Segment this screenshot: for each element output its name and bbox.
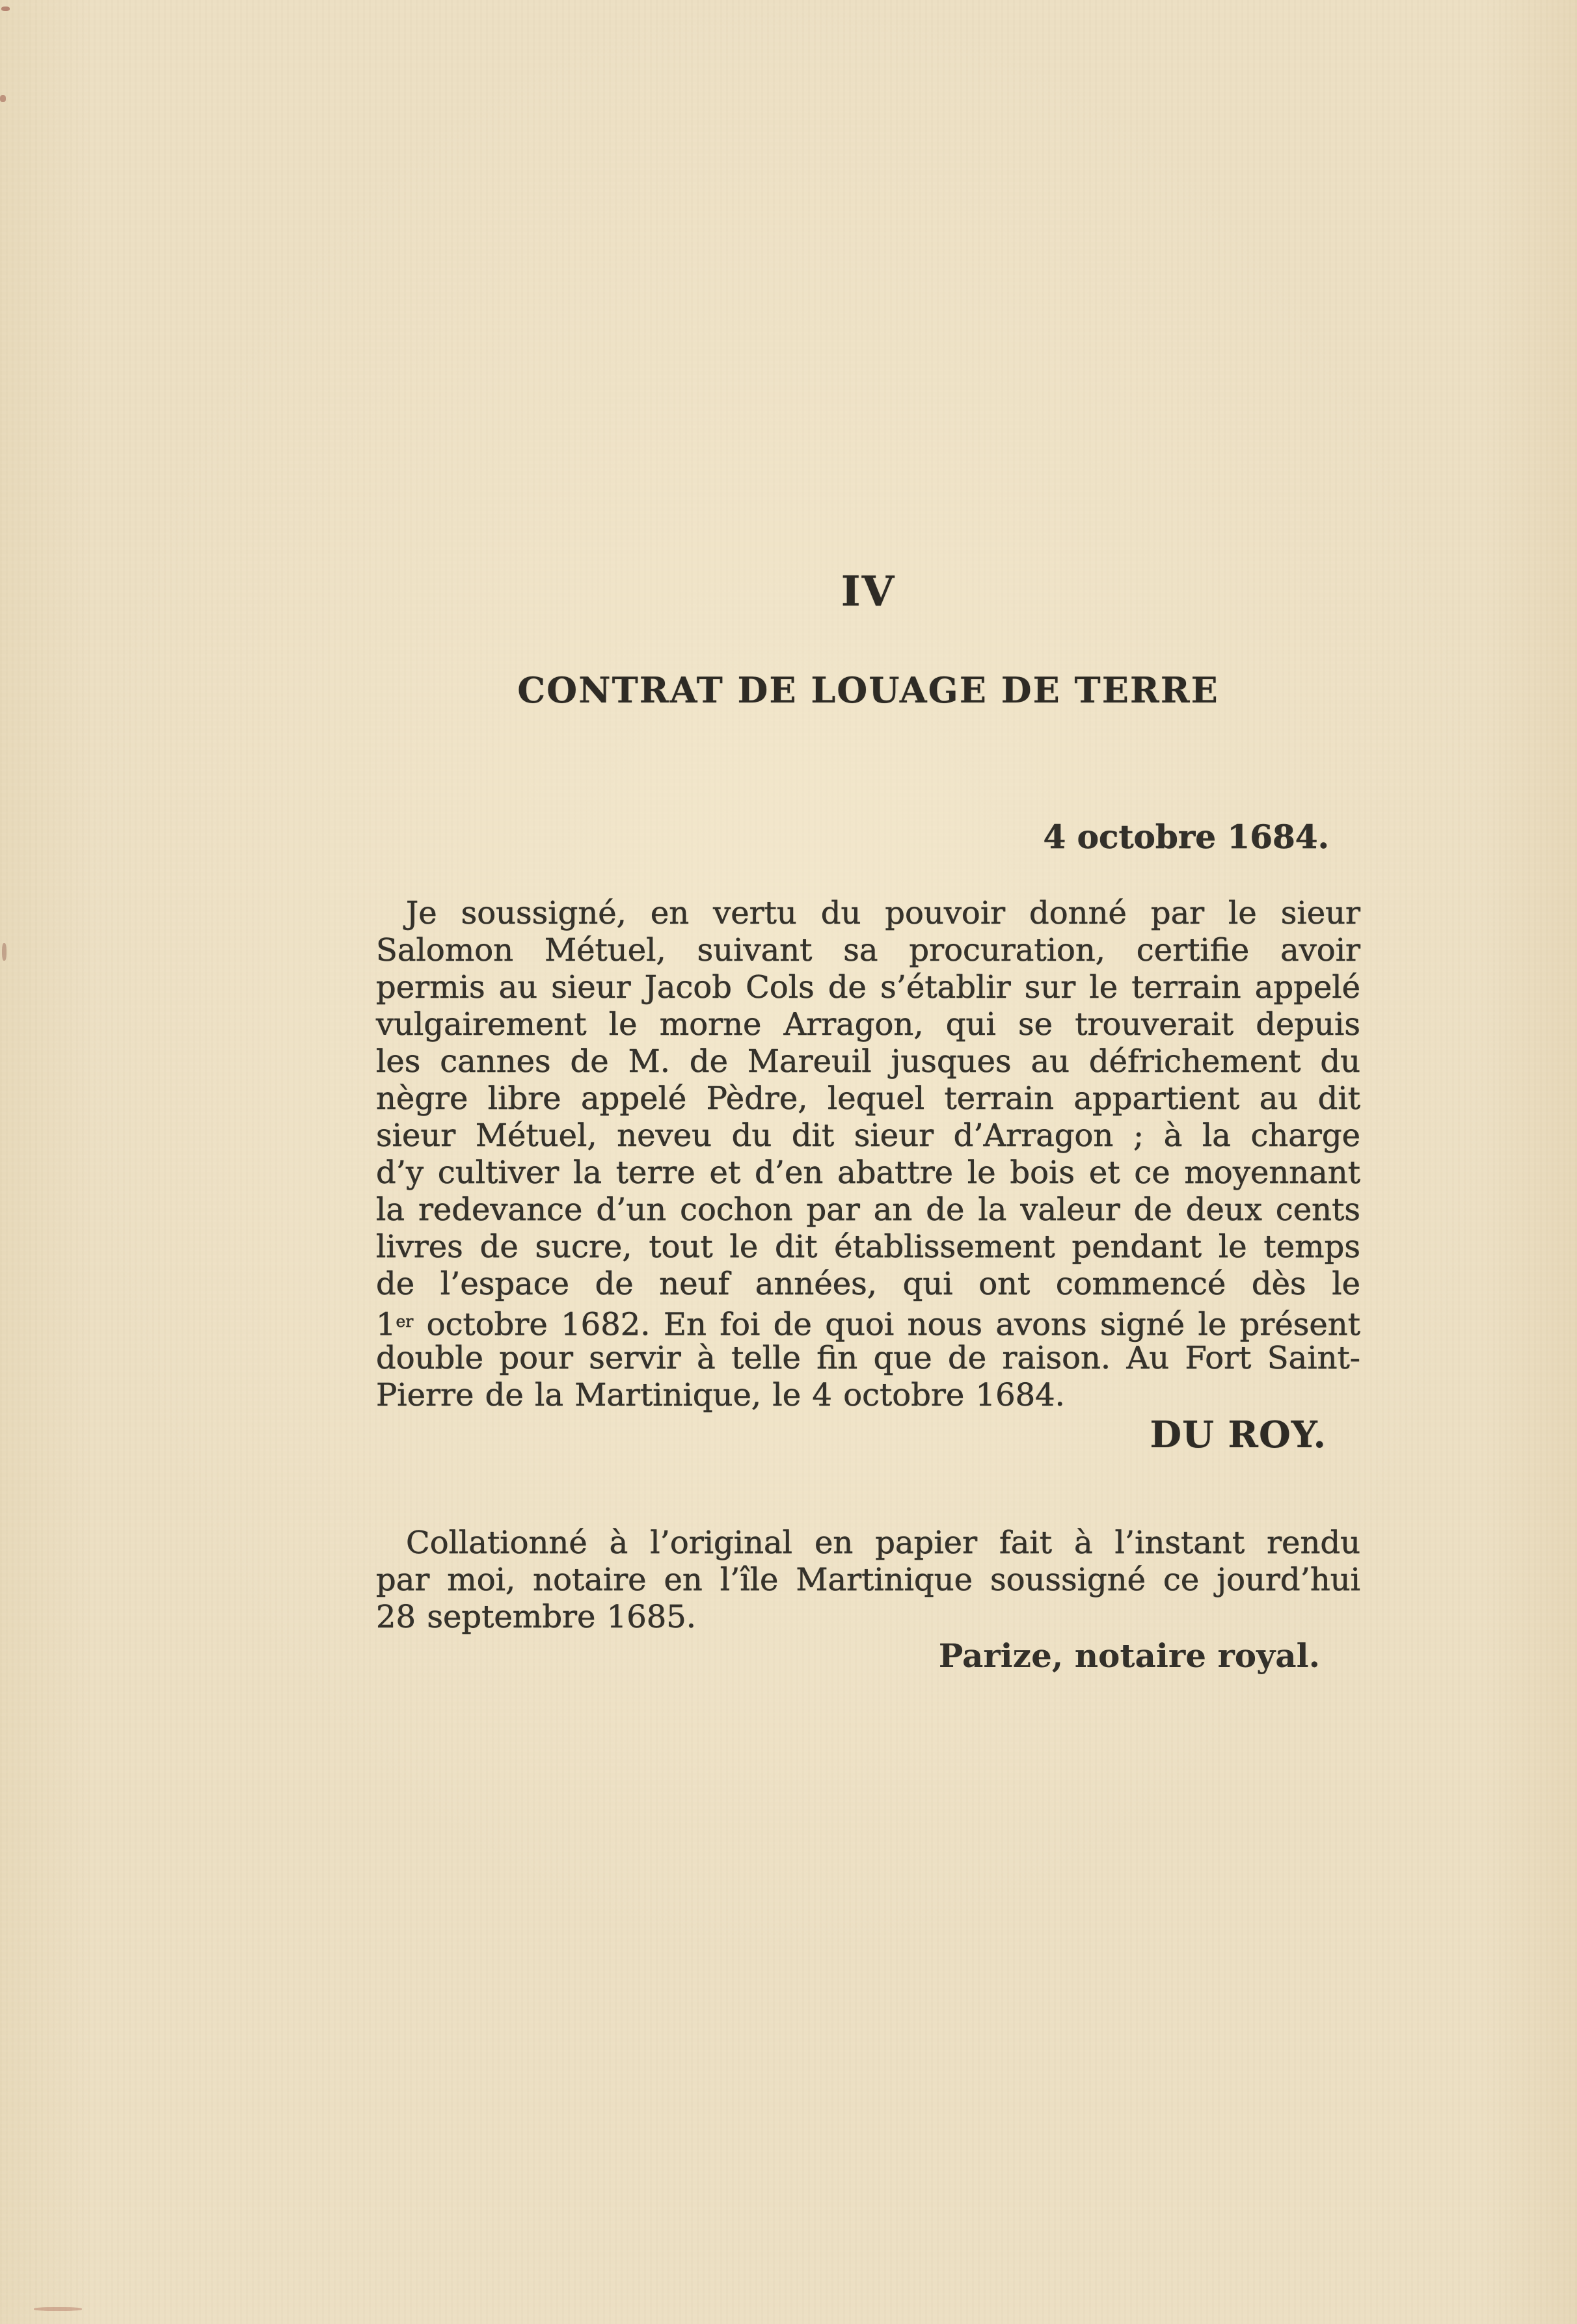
paragraph-line: livres de sucre, tout le dit établissement pendant le temps — [376, 1229, 1360, 1265]
paragraph-line: Pierre de la Martinique, le 4 octobre 1684. — [376, 1377, 1065, 1413]
scan-speck — [2, 943, 7, 961]
signature-notary: Parize, notaire royal. — [938, 1636, 1320, 1675]
contract-paragraph — [376, 895, 1360, 1414]
paragraph-line: sieur Métuel, neveu du dit sieur d’Arragon ; à la charge — [376, 1117, 1360, 1154]
paragraph-line: par moi, notaire en l’île Martinique soussigné ce jourd’hui — [376, 1562, 1360, 1598]
scan-speck — [34, 2307, 82, 2311]
date-line: 4 octobre 1684. — [1043, 818, 1329, 856]
ordinal-number: 1 — [376, 1306, 396, 1343]
notary-paragraph — [376, 1525, 1360, 1636]
paragraph-line: 28 septembre 1685. — [376, 1599, 697, 1635]
paragraph-line: double pour servir à telle fin que de raison. Au Fort Saint- — [376, 1340, 1360, 1376]
paragraph-line: Salomon Métuel, suivant sa procuration, certifie avoir — [376, 932, 1360, 968]
signature-du-roy: DU ROY. — [1150, 1413, 1327, 1456]
paragraph-line: vulgairement le morne Arragon, qui se trouverait depuis — [376, 1006, 1360, 1043]
paragraph-line-with-ordinal — [376, 1303, 1360, 1343]
paragraph-line: Collationné à l’original en papier fait à l’instant rendu — [406, 1525, 1360, 1561]
chapter-number: IV — [841, 567, 896, 616]
ordinal-suffix: er — [396, 1312, 414, 1331]
scan-speck — [1, 7, 10, 11]
paragraph-line: la redevance d’un cochon par an de la valeur de deux cents — [376, 1192, 1360, 1228]
paragraph-line: les cannes de M. de Mareuil jusques au défrichement du — [376, 1043, 1360, 1080]
line-text: octobre 1682. En foi de quoi nous avons signé le présent — [413, 1306, 1360, 1343]
document-title: CONTRAT DE LOUAGE DE TERRE — [517, 669, 1219, 711]
paragraph-line: d’y cultiver la terre et d’en abattre le bois et ce moyennant — [376, 1155, 1360, 1191]
scan-speck — [0, 95, 6, 102]
paragraph-line: nègre libre appelé Pèdre, lequel terrain appartient au dit — [376, 1080, 1360, 1117]
paragraph-line: de l’espace de neuf années, qui ont commencé dès le — [376, 1266, 1360, 1302]
paragraph-line: Je soussigné, en vertu du pouvoir donné par le sieur — [406, 895, 1360, 931]
paragraph-line: permis au sieur Jacob Cols de s’établir sur le terrain appelé — [376, 969, 1360, 1006]
